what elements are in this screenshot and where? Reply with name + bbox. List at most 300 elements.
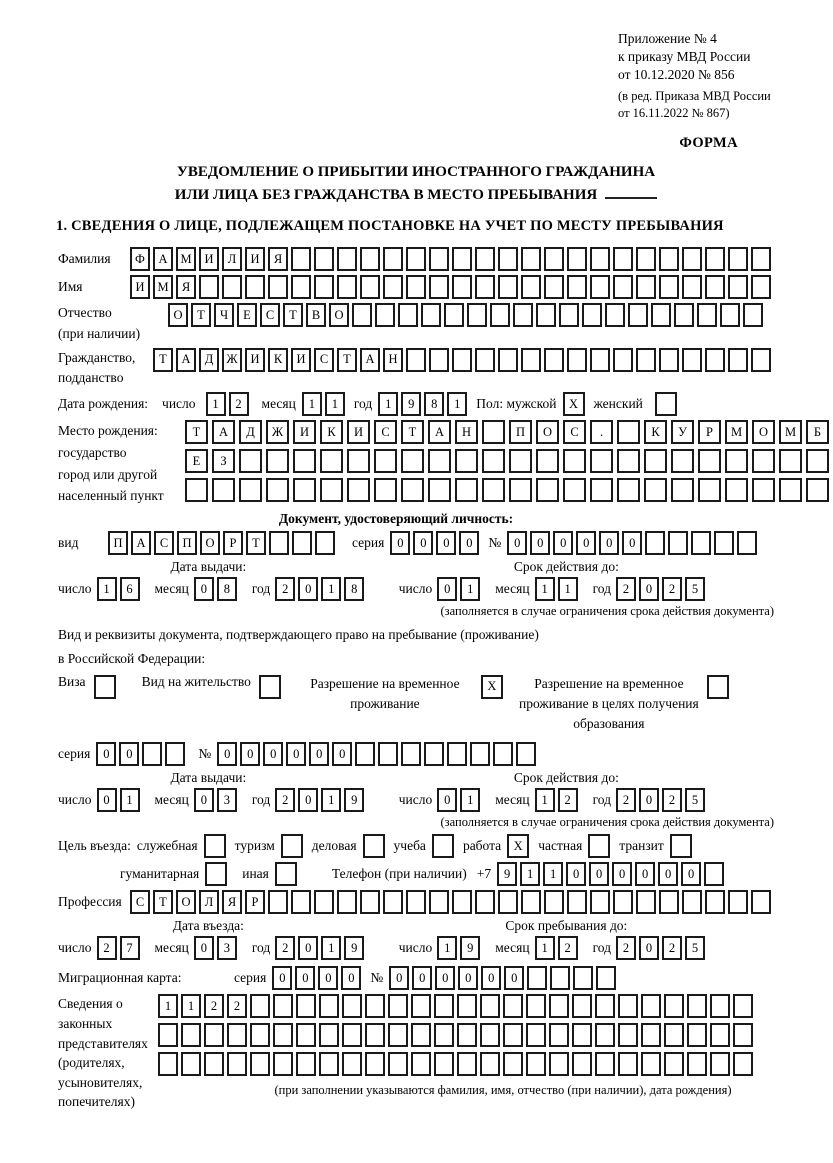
char-cell: 1 [321, 788, 341, 812]
char-cell [388, 994, 408, 1018]
char-cell [526, 994, 546, 1018]
char-cell [406, 247, 426, 271]
char-cell [388, 1023, 408, 1047]
char-cell [618, 1052, 638, 1076]
char-cell: 0 [240, 742, 260, 766]
char-cell [475, 247, 495, 271]
char-cell [428, 478, 451, 502]
residence-date-headings [58, 770, 774, 786]
char-cell [266, 478, 289, 502]
char-cell [544, 247, 564, 271]
char-cell: 2 [275, 577, 295, 601]
char-cell: О [200, 531, 220, 555]
char-cell [618, 994, 638, 1018]
char-cell: Т [191, 303, 211, 327]
temp-residence-checkbox: X [481, 675, 503, 699]
expiry-date-heading: Срок действия до: [513, 559, 619, 575]
char-cell [544, 348, 564, 372]
char-cell [482, 420, 505, 444]
char-cell [320, 449, 343, 473]
char-cell [470, 742, 490, 766]
char-cell [388, 1052, 408, 1076]
month-label: месяц [154, 940, 189, 956]
char-cell [752, 478, 775, 502]
char-cell [682, 247, 702, 271]
char-cell: 0 [194, 577, 214, 601]
char-cell [181, 1052, 201, 1076]
char-cell: 1 [321, 936, 341, 960]
char-cell: 0 [286, 742, 306, 766]
char-cell: 0 [553, 531, 573, 555]
char-cell [475, 890, 495, 914]
char-cell: О [752, 420, 775, 444]
char-cell [292, 531, 312, 555]
year-label: год [353, 396, 373, 412]
char-cell: 1 [321, 577, 341, 601]
char-cell: 1 [535, 788, 555, 812]
purpose-tourism-label: туризм [234, 838, 275, 854]
gender-female-label: женский [593, 396, 643, 412]
char-cell [245, 275, 265, 299]
char-cell [737, 531, 757, 555]
char-cell [204, 1023, 224, 1047]
char-cell [250, 994, 270, 1018]
residence-expiry-year [616, 788, 708, 812]
residence-expiry-month [535, 788, 581, 812]
char-cell [659, 275, 679, 299]
char-cell [337, 275, 357, 299]
char-cell [434, 1052, 454, 1076]
char-cell [142, 742, 162, 766]
char-cell: И [245, 348, 265, 372]
char-cell: 0 [530, 531, 550, 555]
char-cell: 1 [535, 577, 555, 601]
char-cell: 2 [275, 936, 295, 960]
char-cell [590, 449, 613, 473]
char-cell: 0 [194, 788, 214, 812]
char-cell: Б [806, 420, 829, 444]
char-cell: 2 [662, 936, 682, 960]
char-cell: Л [199, 890, 219, 914]
char-cell: 1 [325, 392, 345, 416]
char-cell [521, 890, 541, 914]
char-cell [320, 478, 343, 502]
char-cell [365, 994, 385, 1018]
char-cell [268, 275, 288, 299]
char-cell: 0 [504, 966, 524, 990]
series-label: серия [234, 970, 267, 986]
residence-issue-group [58, 788, 367, 812]
char-cell: 2 [204, 994, 224, 1018]
char-cell [421, 303, 441, 327]
purpose-other-checkbox [275, 862, 297, 886]
year-label: год [592, 792, 611, 808]
char-cell [590, 478, 613, 502]
char-cell [516, 742, 536, 766]
char-cell [212, 478, 235, 502]
purpose-work-checkbox: X [507, 834, 529, 858]
char-cell [521, 348, 541, 372]
char-cell [406, 348, 426, 372]
purpose-official-label: служебная [136, 838, 198, 854]
char-cell: 0 [639, 788, 659, 812]
identity-issue-month [194, 577, 240, 601]
char-cell: 0 [639, 577, 659, 601]
char-cell [513, 303, 533, 327]
identity-doc-heading: Документ, удостоверяющий личность: [278, 511, 514, 527]
birth-place-label: Место рождения: государство город или другой населенный пункт [58, 423, 164, 504]
char-cell [429, 247, 449, 271]
char-cell [509, 478, 532, 502]
char-cell [664, 1023, 684, 1047]
char-cell [641, 994, 661, 1018]
char-cell [644, 449, 667, 473]
char-cell [185, 478, 208, 502]
char-cell [526, 1052, 546, 1076]
char-cell [733, 994, 753, 1018]
char-cell [544, 275, 564, 299]
char-cell [617, 478, 640, 502]
char-cell: 1 [181, 994, 201, 1018]
identity-expiry-group [399, 577, 708, 601]
year-label: год [592, 940, 611, 956]
char-cell [687, 1052, 707, 1076]
char-cell [567, 275, 587, 299]
char-cell [406, 275, 426, 299]
char-cell: С [563, 420, 586, 444]
char-cell [452, 275, 472, 299]
citizenship-row [58, 348, 774, 389]
char-cell: 0 [435, 966, 455, 990]
stay-month [535, 936, 581, 960]
char-cell: А [360, 348, 380, 372]
stay-year [616, 936, 708, 960]
visa-label: Виза [58, 673, 86, 689]
birth-month-cells [302, 392, 348, 416]
char-cell: 1 [520, 862, 540, 886]
char-cell [365, 1052, 385, 1076]
char-cell: А [428, 420, 451, 444]
char-cell [457, 1023, 477, 1047]
migration-card-label: Миграционная карта: [58, 970, 182, 986]
char-cell: 1 [97, 577, 117, 601]
revision-line: (в ред. Приказа МВД России [618, 89, 771, 104]
residence-doc-intro: Вид и реквизиты документа, подтверждающего право на пребывание (проживание) в Российской Федерации: [58, 627, 539, 667]
migration-number-cells [389, 966, 619, 990]
char-cell [645, 531, 665, 555]
char-cell [725, 478, 748, 502]
char-cell: Я [268, 247, 288, 271]
residence-permit-checkbox [259, 675, 281, 699]
char-cell [273, 1052, 293, 1076]
char-cell [550, 966, 570, 990]
day-label: число [398, 792, 433, 808]
char-cell [447, 742, 467, 766]
char-cell [319, 1023, 339, 1047]
char-cell: 1 [206, 392, 226, 416]
identity-expiry-month [535, 577, 581, 601]
char-cell [475, 348, 495, 372]
char-cell [457, 1052, 477, 1076]
char-cell [617, 449, 640, 473]
char-cell: 0 [298, 577, 318, 601]
residence-issue-day [97, 788, 143, 812]
char-cell: П [108, 531, 128, 555]
char-cell [296, 994, 316, 1018]
char-cell [337, 890, 357, 914]
char-cell [641, 1052, 661, 1076]
char-cell: П [177, 531, 197, 555]
char-cell [222, 275, 242, 299]
char-cell [291, 247, 311, 271]
char-cell [401, 449, 424, 473]
purpose-transit-label: транзит [619, 838, 664, 854]
char-cell: 0 [436, 531, 456, 555]
char-cell [337, 247, 357, 271]
char-cell [158, 1023, 178, 1047]
char-cell [457, 994, 477, 1018]
entry-date-group [58, 936, 367, 960]
char-cell: 0 [437, 577, 457, 601]
purpose-humanitarian-checkbox [205, 862, 227, 886]
surname-row [58, 247, 774, 271]
char-cell: Т [337, 348, 357, 372]
char-cell [691, 531, 711, 555]
char-cell [434, 1023, 454, 1047]
char-cell [314, 247, 334, 271]
char-cell [725, 449, 748, 473]
birth-date-row [58, 392, 774, 416]
day-label: число [58, 940, 92, 956]
char-cell: 0 [390, 531, 410, 555]
month-label: месяц [261, 396, 296, 412]
char-cell: 0 [295, 966, 315, 990]
char-cell: Т [153, 348, 173, 372]
char-cell: 8 [424, 392, 444, 416]
char-cell: 0 [622, 531, 642, 555]
char-cell [728, 348, 748, 372]
char-cell [613, 247, 633, 271]
char-cell: 9 [460, 936, 480, 960]
identity-issue-year [275, 577, 367, 601]
char-cell [733, 1023, 753, 1047]
char-cell [752, 449, 775, 473]
name-label: Имя [58, 279, 83, 295]
char-cell: 1 [120, 788, 140, 812]
char-cell: И [291, 348, 311, 372]
char-cell [636, 247, 656, 271]
char-cell [720, 303, 740, 327]
char-cell: Л [222, 247, 242, 271]
purpose-other-label: иная [242, 866, 269, 882]
char-cell [705, 348, 725, 372]
char-cell [549, 1023, 569, 1047]
char-cell [728, 890, 748, 914]
char-cell: 2 [558, 936, 578, 960]
char-cell: 5 [685, 577, 705, 601]
identity-expiry-day [437, 577, 483, 601]
char-cell [378, 742, 398, 766]
char-cell [266, 449, 289, 473]
birth-place-cells-row3 [185, 478, 833, 502]
char-cell: 1 [378, 392, 398, 416]
entry-date-headings [58, 918, 774, 934]
char-cell [664, 994, 684, 1018]
char-cell: К [320, 420, 343, 444]
char-cell [503, 994, 523, 1018]
residence-series-row [58, 742, 774, 766]
char-cell [250, 1052, 270, 1076]
char-cell: Н [455, 420, 478, 444]
temp-residence-education-checkbox [707, 675, 729, 699]
char-cell: С [374, 420, 397, 444]
char-cell: И [293, 420, 316, 444]
char-cell [567, 348, 587, 372]
char-cell [641, 1023, 661, 1047]
char-cell: Ж [266, 420, 289, 444]
char-cell: 9 [344, 936, 364, 960]
char-cell [165, 742, 185, 766]
char-cell [342, 1023, 362, 1047]
representatives-cells-row2 [158, 1023, 756, 1047]
char-cell [444, 303, 464, 327]
char-cell [342, 994, 362, 1018]
char-cell: К [268, 348, 288, 372]
char-cell [498, 247, 518, 271]
char-cell: Р [698, 420, 721, 444]
migration-series-cells [272, 966, 364, 990]
purpose-private-checkbox [588, 834, 610, 858]
char-cell: 1 [543, 862, 563, 886]
char-cell: 0 [589, 862, 609, 886]
char-cell [536, 478, 559, 502]
char-cell [613, 348, 633, 372]
char-cell [315, 531, 335, 555]
entry-dates-row [58, 936, 774, 960]
char-cell [705, 890, 725, 914]
char-cell: 0 [341, 966, 361, 990]
char-cell: С [130, 890, 150, 914]
char-cell: 0 [658, 862, 678, 886]
birth-year-cells [378, 392, 470, 416]
char-cell [509, 449, 532, 473]
char-cell [563, 449, 586, 473]
char-cell [590, 247, 610, 271]
char-cell: 0 [332, 742, 352, 766]
patronymic-row [58, 303, 774, 344]
char-cell: Д [239, 420, 262, 444]
char-cell [352, 303, 372, 327]
char-cell: Н [383, 348, 403, 372]
char-cell [319, 994, 339, 1018]
char-cell: М [176, 247, 196, 271]
char-cell [424, 742, 444, 766]
char-cell [374, 449, 397, 473]
residence-permit-label: Вид на жительство [141, 673, 251, 689]
char-cell: 0 [97, 788, 117, 812]
char-cell [636, 348, 656, 372]
char-cell [613, 890, 633, 914]
char-cell [342, 1052, 362, 1076]
representatives-cells-row1 [158, 994, 756, 1018]
char-cell [595, 1023, 615, 1047]
char-cell [526, 1023, 546, 1047]
char-cell: 0 [458, 966, 478, 990]
char-cell [401, 742, 421, 766]
phone-cells [497, 862, 727, 886]
representatives-cells-row3 [158, 1052, 756, 1076]
char-cell: 7 [120, 936, 140, 960]
char-cell [411, 1023, 431, 1047]
appendix-line: от 10.12.2020 № 856 [618, 66, 735, 82]
char-cell [411, 1052, 431, 1076]
birth-place-cells-row2 [185, 449, 833, 473]
purpose-study-label: учеба [393, 838, 426, 854]
char-cell [659, 890, 679, 914]
char-cell [728, 247, 748, 271]
phone-prefix: +7 [476, 866, 492, 882]
char-cell [714, 531, 734, 555]
char-cell: Р [223, 531, 243, 555]
char-cell [590, 890, 610, 914]
char-cell: О [536, 420, 559, 444]
char-cell: З [212, 449, 235, 473]
form-title-line2: ИЛИ ЛИЦА БЕЗ ГРАЖДАНСТВА В МЕСТО ПРЕБЫВАНИЯ [58, 184, 774, 207]
char-cell: 2 [616, 577, 636, 601]
char-cell [582, 303, 602, 327]
stay-until-group [399, 936, 708, 960]
char-cell [806, 449, 829, 473]
char-cell: 0 [96, 742, 116, 766]
char-cell [563, 478, 586, 502]
char-cell [682, 348, 702, 372]
char-cell: 1 [535, 936, 555, 960]
char-cell [644, 478, 667, 502]
char-cell: 9 [344, 788, 364, 812]
char-cell: Т [401, 420, 424, 444]
char-cell: А [131, 531, 151, 555]
char-cell: М [153, 275, 173, 299]
char-cell: 2 [558, 788, 578, 812]
char-cell [411, 994, 431, 1018]
temp-residence-label: Разрешение на временное проживание [310, 675, 460, 711]
char-cell [429, 890, 449, 914]
char-cell [668, 531, 688, 555]
char-cell [779, 478, 802, 502]
residence-expiry-group [399, 788, 708, 812]
char-cell: О [176, 890, 196, 914]
char-cell [503, 1023, 523, 1047]
char-cell: 0 [566, 862, 586, 886]
representatives-note: (при заполнении указываются фамилия, имя, отчество (при наличии), дата рождения) [274, 1083, 732, 1098]
patronymic-cells [168, 303, 766, 327]
citizenship-cells [153, 348, 774, 372]
char-cell: С [154, 531, 174, 555]
char-cell: . [590, 420, 613, 444]
char-cell: 9 [401, 392, 421, 416]
stay-until-heading: Срок пребывания до: [505, 918, 628, 934]
char-cell [536, 449, 559, 473]
char-cell [572, 1023, 592, 1047]
char-cell [659, 348, 679, 372]
identity-expiry-year [616, 577, 708, 601]
char-cell: 1 [460, 788, 480, 812]
char-cell [452, 348, 472, 372]
char-cell [595, 1052, 615, 1076]
purpose-official-checkbox [204, 834, 226, 858]
char-cell: Т [283, 303, 303, 327]
year-label: год [251, 792, 271, 808]
